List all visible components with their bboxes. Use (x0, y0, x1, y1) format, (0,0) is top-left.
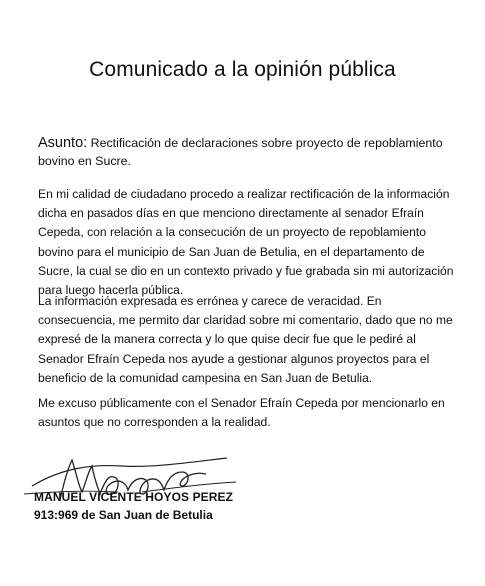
subject-label: Asunto: (38, 135, 88, 151)
subject-line (38, 134, 458, 170)
subject-text: Rectificación de declaraciones sobre proyecto de repoblamiento bovino en Sucre. (38, 136, 443, 168)
paragraph-1: En mi calidad de ciudadano procedo a realizar rectificación de la información dicha en pasados días en que menciono directamente al senador Efraín Cepeda, con relación a la consecución de un proyecto de repoblamiento bovino para el municipio de San Juan de Betulia, en el departamento de Sucre, la cual se dio en un contexto privado y fue grabada sin mi autorización para luego hacerla pública. (38, 187, 454, 298)
document-title: Comunicado a la opinión pública (89, 58, 396, 81)
signature-id-line: 913:969 de San Juan de Betulia (34, 508, 213, 522)
paragraph-3: Me excuso públicamente con el Senador Efraín Cepeda por mencionarlo en asuntos que no corresponden a la realidad. (38, 396, 445, 430)
paragraph-2: La información expresada es errónea y carece de veracidad. En consecuencia, me permito dar claridad sobre mi comentario, dado que no me expresé de la manera correcta y lo que quise decir fue que le pediré al Senador Efraín Cepeda nos ayude a gestionar algunos proyectos para el beneficio de la comunidad campesina en San Juan de Betulia. (38, 294, 453, 385)
signature-name: MANUEL VICENTE HOYOS PEREZ (34, 490, 234, 504)
